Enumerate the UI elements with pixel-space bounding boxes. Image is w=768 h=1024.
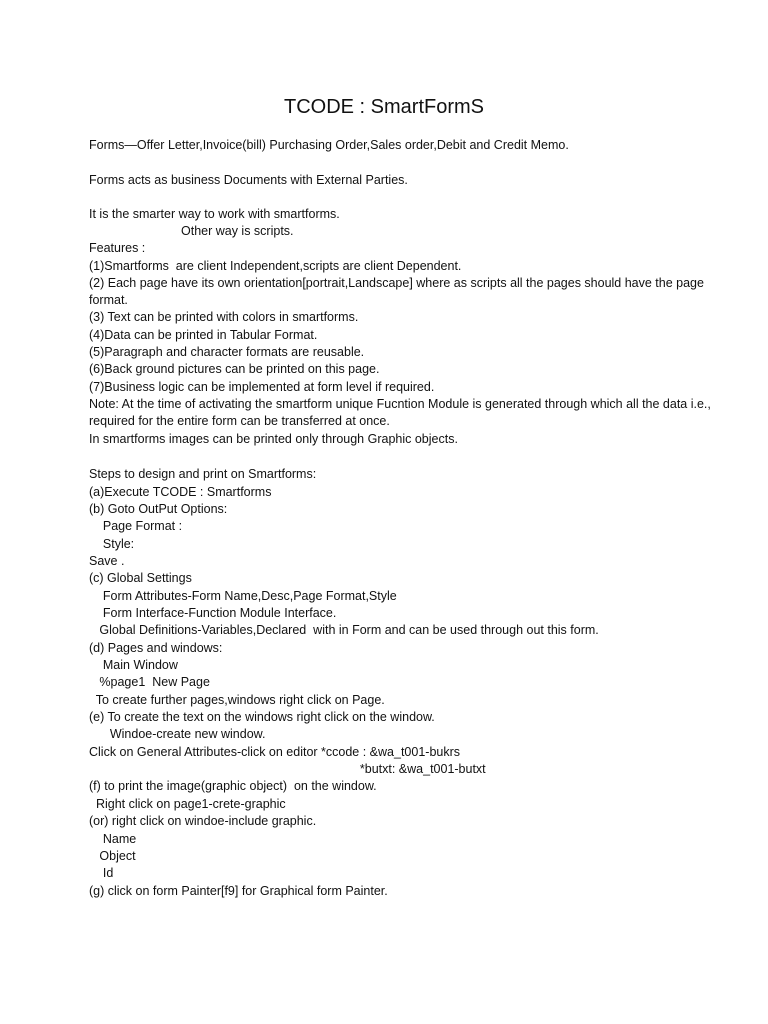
- note-paragraph: Note: At the time of activating the smartform unique Fucntion Module is generated through which all the data i.e., required for the entire form can be transferred at once.: [89, 397, 711, 428]
- step-line: Name: [89, 832, 137, 846]
- step-line: Click on General Attributes-click on editor *ccode : &wa_t001-bukrs: [89, 745, 461, 759]
- feature-item: (2) Each page have its own orientation[portrait,Landscape] where as scripts all the pages should have the page format.: [89, 276, 704, 307]
- feature-item: (6)Back ground pictures can be printed on this page.: [89, 362, 380, 376]
- business-line: Forms acts as business Documents with External Parties.: [89, 173, 408, 187]
- feature-item: (3) Text can be printed with colors in smartforms.: [89, 310, 359, 324]
- step-line: Form Attributes-Form Name,Desc,Page Format,Style: [89, 589, 397, 603]
- step-line: (d) Pages and windows:: [89, 641, 223, 655]
- feature-item: (7)Business logic can be implemented at form level if required.: [89, 380, 435, 394]
- page-title: TCODE : SmartFormS: [283, 96, 484, 118]
- step-line: (c) Global Settings: [89, 571, 192, 585]
- step-line: Object: [89, 849, 136, 863]
- feature-item: (4)Data can be printed in Tabular Format.: [89, 328, 318, 342]
- step-line: Style:: [89, 537, 135, 551]
- step-line: Global Definitions-Variables,Declared with in Form and can be used through out this form.: [89, 623, 599, 637]
- step-line: (f) to print the image(graphic object) on the window.: [89, 779, 377, 793]
- other-way-line: Other way is scripts.: [181, 224, 294, 238]
- step-line: To create further pages,windows right click on Page.: [89, 693, 385, 707]
- feature-item: (1)Smartforms are client Independent,scripts are client Dependent.: [89, 259, 462, 273]
- features-heading: Features :: [89, 241, 146, 255]
- forms-line: Forms—Offer Letter,Invoice(bill) Purchasing Order,Sales order,Debit and Credit Memo.: [89, 138, 569, 152]
- step-line: Right click on page1-crete-graphic: [89, 797, 286, 811]
- step-line: (e) To create the text on the windows right click on the window.: [89, 710, 435, 724]
- step-line: (g) click on form Painter[f9] for Graphical form Painter.: [89, 884, 388, 898]
- step-line: Id: [89, 866, 114, 880]
- images-note: In smartforms images can be printed only through Graphic objects.: [89, 432, 458, 446]
- step-line: Windoe-create new window.: [89, 727, 266, 741]
- step-line: (a)Execute TCODE : Smartforms: [89, 485, 272, 499]
- step-line: (or) right click on windoe-include graphic.: [89, 814, 317, 828]
- step-line: Page Format :: [89, 519, 183, 533]
- feature-item: (5)Paragraph and character formats are reusable.: [89, 345, 365, 359]
- step-line: Main Window: [89, 658, 178, 672]
- step-line: Save .: [89, 554, 125, 568]
- smarter-way-line: It is the smarter way to work with smartforms.: [89, 207, 340, 221]
- step-line: Form Interface-Function Module Interface.: [89, 606, 337, 620]
- step-line: (b) Goto OutPut Options:: [89, 502, 228, 516]
- step-line: %page1 New Page: [89, 675, 210, 689]
- steps-heading: Steps to design and print on Smartforms:: [89, 467, 317, 481]
- step-line: *butxt: &wa_t001-butxt: [89, 762, 486, 776]
